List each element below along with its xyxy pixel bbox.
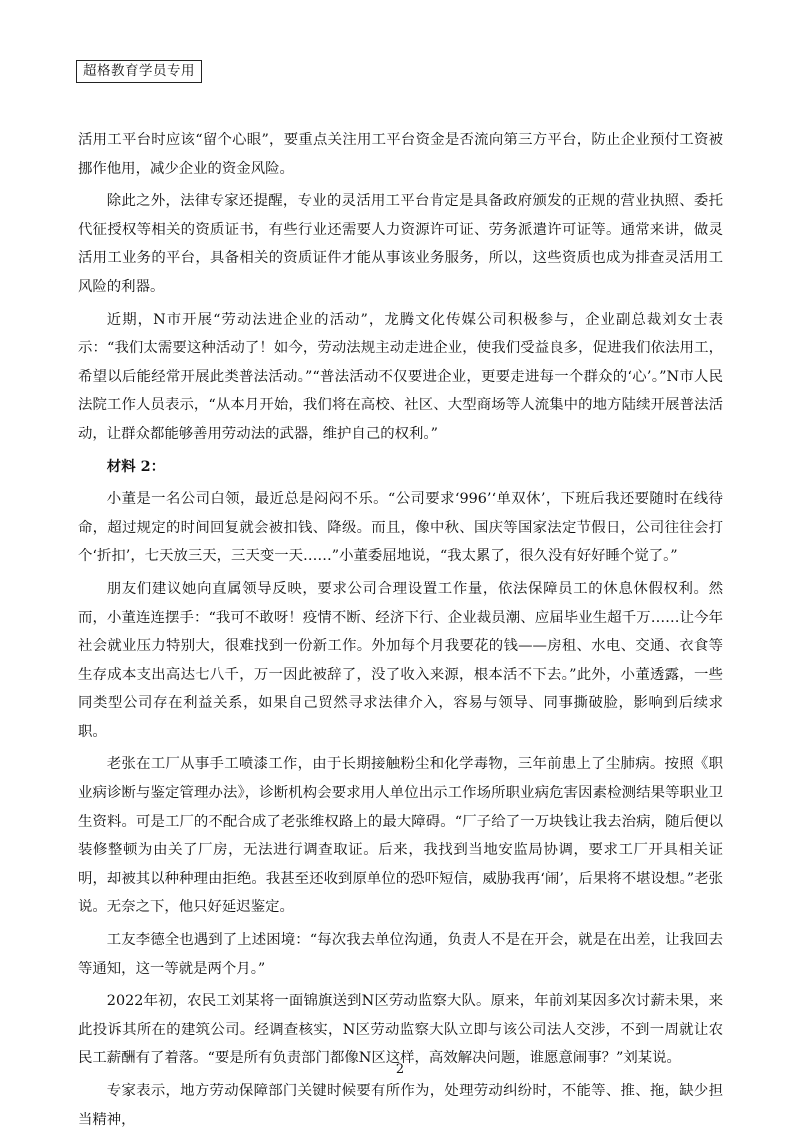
paragraph: 老张在工厂从事手工喷漆工作，由于长期接触粉尘和化学毒物，三年前患上了尘肺病。按照《职业病诊断与鉴定管理办法》，诊断机构会要求用人单位出示工作场所职业病危害因素检测结果等职业卫生资料。可是工厂的不配合成了老张维权路上的最大障碍。“厂子给了一万块钱让我去治病，随后便以装修整顿为由关了厂房，无法进行调查取证。后来，我找到当地安监局协调，要求工厂开具相关证明，却被其以种种理由拒绝。我甚至还收到原单位的恐吓短信，威胁我再‘闹’，后果将不堪设想。”老张说。无奈之下，他只好延迟鉴定。 (78, 756, 723, 916)
paragraph: 专家表示，地方劳动保障部门关键时候要有所作为，处理劳动纠纷时，不能等、推、拖，缺少担当精神， (78, 1083, 723, 1128)
document-body (78, 126, 723, 1134)
paragraph: 活用工平台时应该“留个心眼”，要重点关注用工平台资金是否流向第三方平台，防止企业预付工资被挪作他用，减少企业的资金风险。 (78, 132, 723, 177)
section-heading: 材料 2： (106, 457, 165, 475)
paragraph: 朋友们建议她向直属领导反映，要求公司合理设置工作量，依法保障员工的休息休假权利。然而，小董连连摆手：“我可不敢呀！疫情不断、经济下行、企业裁员潮、应届毕业生超千万……让今年社会就业压力特别大，很难找到一份新工作。外加每个月我要花的钱——房租、水电、交通、衣食等生存成本支出高达七八千，万一因此被辞了，没了收入来源，根本活不下去。”此外，小董透露，一些同类型公司存在利益关系，如果自己贸然寻求法律介入，容易与领导、同事撕破脸，影响到后续求职。 (78, 580, 723, 740)
paragraph: 2022年初，农民工刘某将一面锦旗送到N区劳动监察大队。原来，年前刘某因多次讨薪未果，来此投诉其所在的建筑公司。经调查核实，N区劳动监察大队立即与该公司法人交涉，不到一周就让农民工薪酬有了着落。“要是所有负责部门都像N区这样，高效解决问题，谁愿意闹事？”刘某说。 (78, 993, 723, 1067)
paragraph: 除此之外，法律专家还提醒，专业的灵活用工平台肯定是具备政府颁发的正规的营业执照、委托代征授权等相关的资质证书，有些行业还需要人力资源许可证、劳务派遣许可证等。通常来讲，做灵活用工业务的平台，具备相关的资质证件才能从事该业务服务，所以，这些资质也成为排查灵活用工风险的利器。 (78, 193, 723, 295)
paragraph: 近期，N市开展“劳动法进企业的活动”，龙腾文化传媒公司积极参与，企业副总裁刘女士表示：“我们太需要这种活动了！如今，劳动法规主动走进企业，使我们受益良多，促进我们依法用工，希望以后能经常开展此类普法活动。”“普法活动不仅要进企业，更要走进每一个群众的‘心’。”N市人民法院工作人员表示，“从本月开始，我们将在高校、社区、大型商场等人流集中的地方陆续开展普法活动，让群众都能够善用劳动法的武器，维护自己的权利。” (78, 311, 723, 442)
header-stamp: 超格教育学员专用 (76, 60, 202, 83)
page-number: 2 (395, 1062, 405, 1077)
paragraph: 小董是一名公司白领，最近总是闷闷不乐。“公司要求‘996’‘单双休’，下班后我还要随时在线待命，超过规定的时间回复就会被扣钱、降级。而且，像中秋、国庆等国家法定节假日，公司往往会打个‘折扣’，七天放三天，三天变一天……”小董委屈地说，“我太累了，很久没有好好睡个觉了。” (78, 491, 723, 565)
paragraph: 工友李德全也遇到了上述困境：“每次我去单位沟通，负责人不是在开会，就是在出差，让我回去等通知，这一等就是两个月。” (78, 932, 723, 977)
